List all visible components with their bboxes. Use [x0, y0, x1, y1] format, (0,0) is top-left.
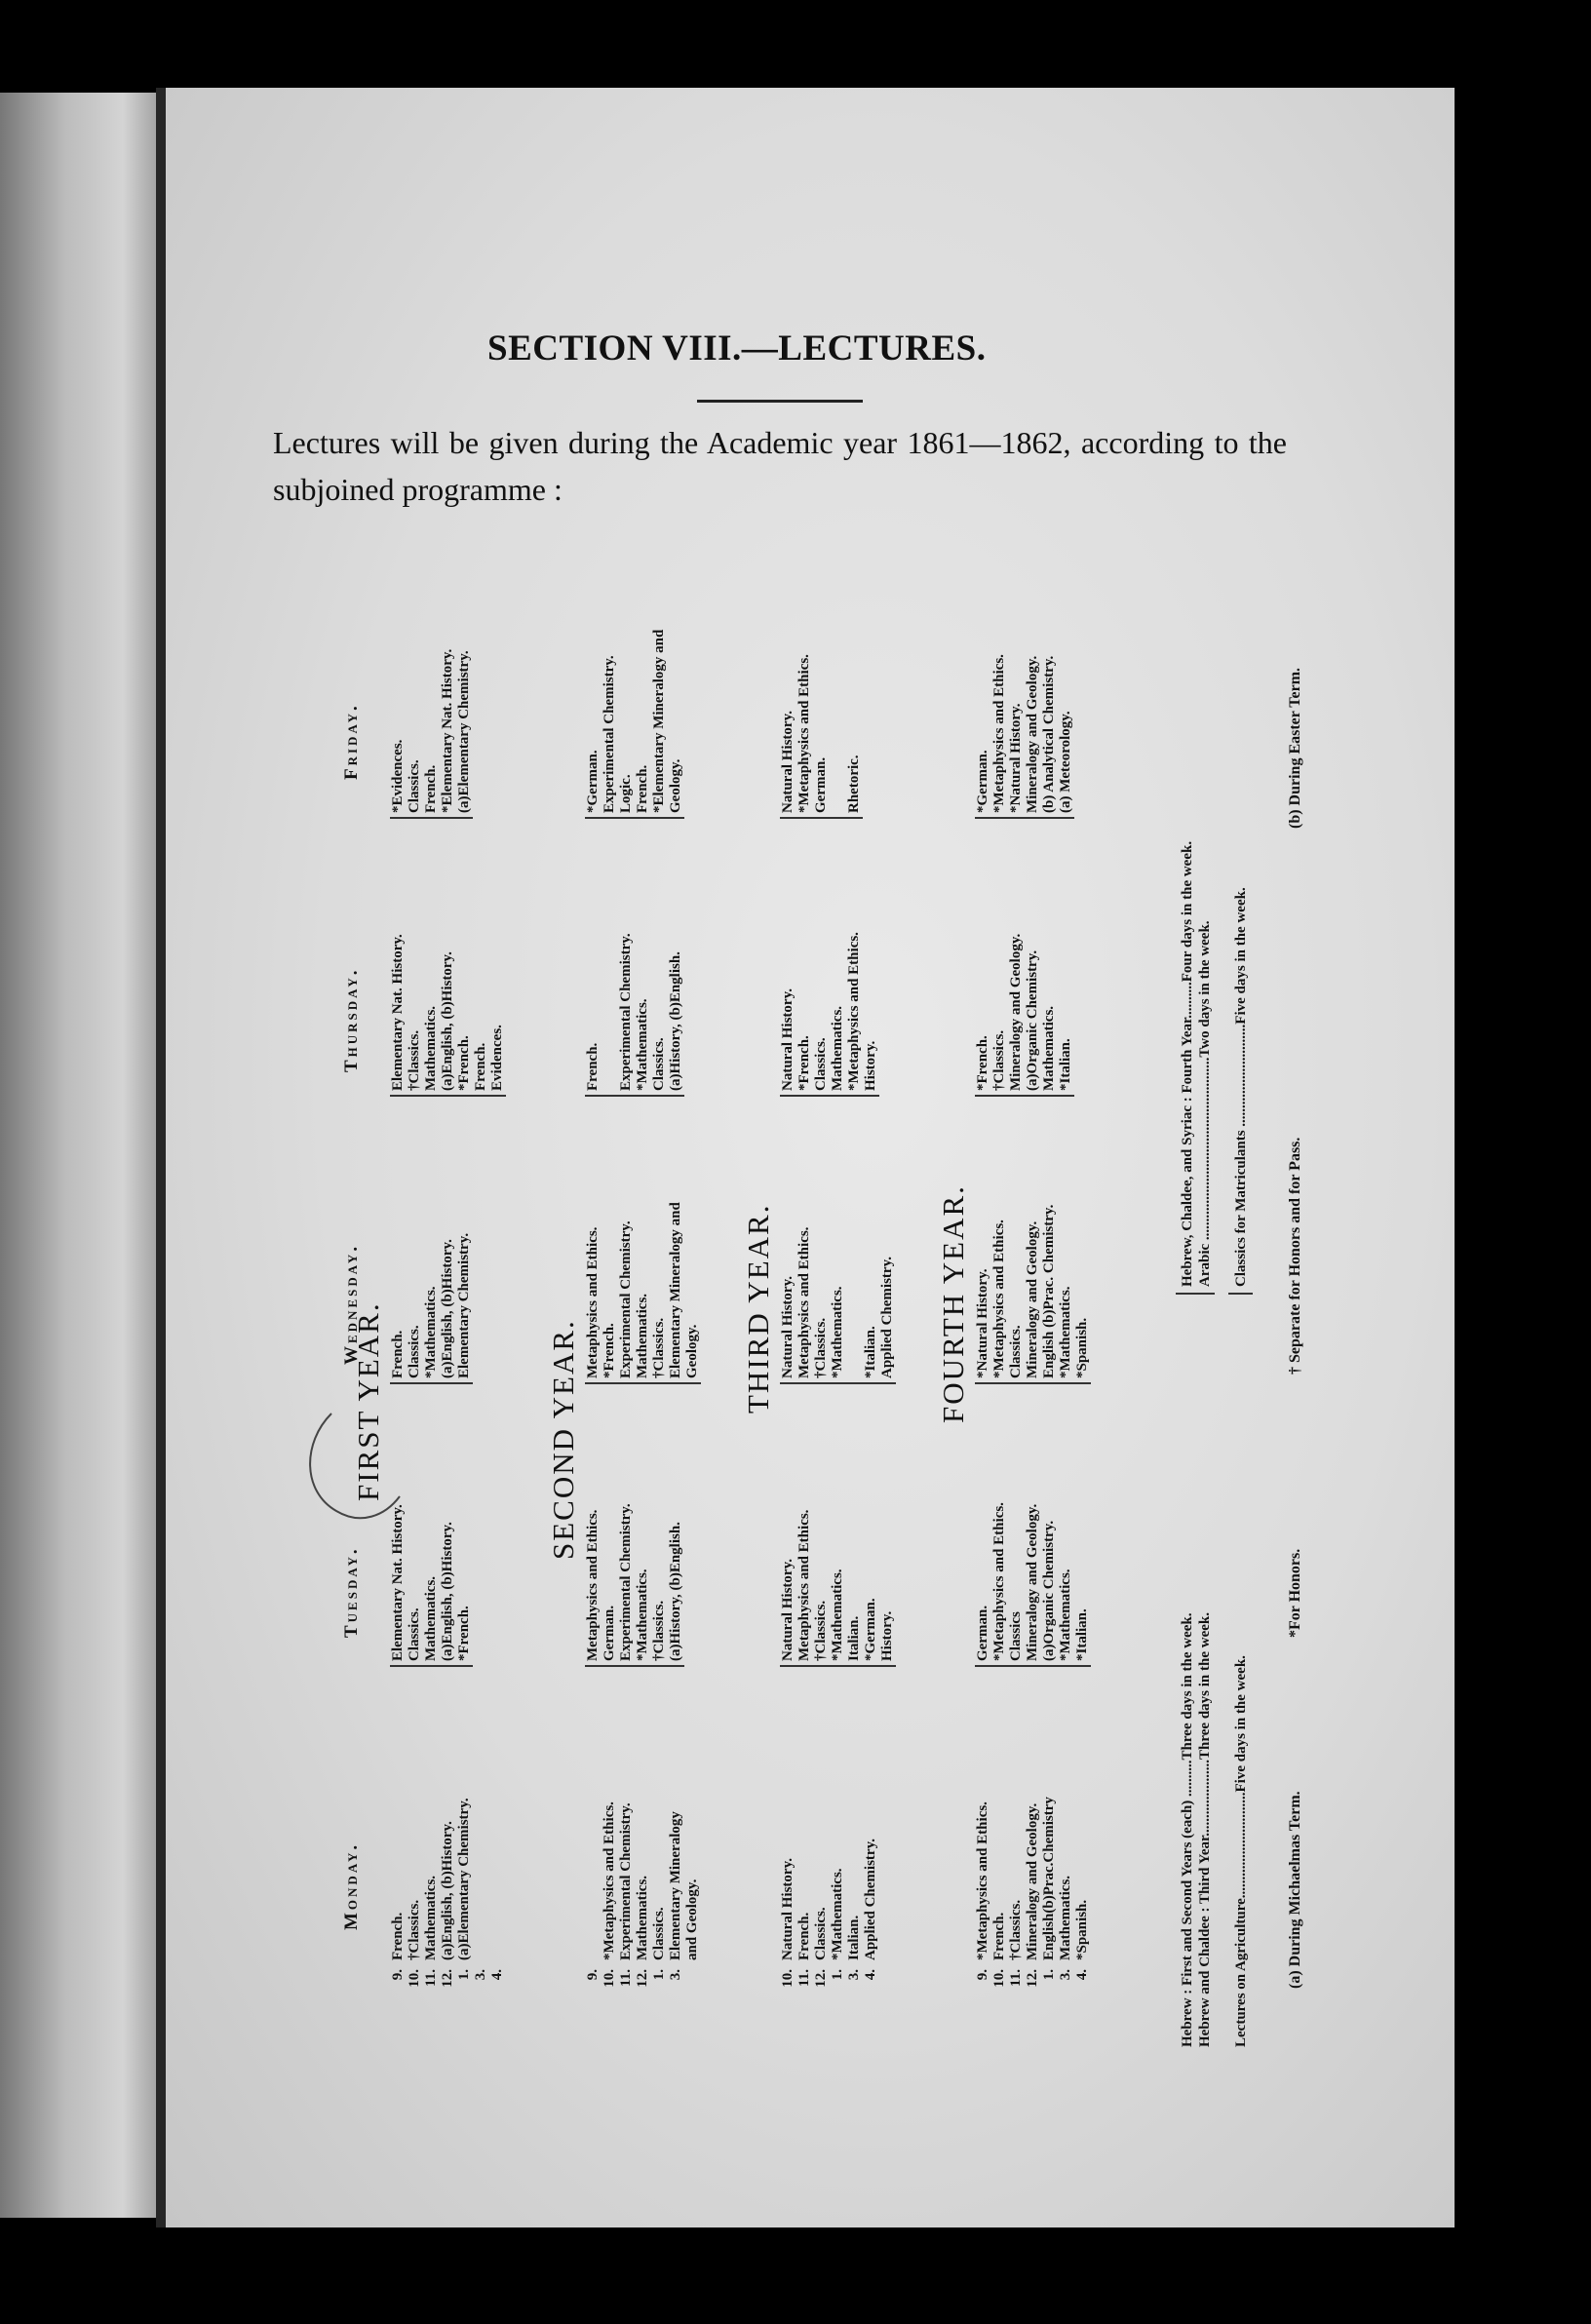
lecture-entry: *Mathematics. — [1058, 1569, 1073, 1661]
lecture-entry: Metaphysics and Ethics. — [585, 1509, 601, 1661]
lecture-entry — [473, 1798, 489, 1960]
cell-thursday — [390, 934, 506, 1097]
hour-label: 3. — [473, 1969, 488, 1981]
cell-friday — [975, 654, 1074, 819]
cell-thursday — [780, 932, 879, 1097]
lecture-entry: Mineralogy and Geology. — [1025, 1802, 1040, 1960]
lecture-entry: *German. — [975, 750, 990, 813]
lecture-entry: *Natural History. — [1008, 703, 1024, 813]
lecture-entry: Mathematics. — [635, 1875, 650, 1960]
hour-label: 3. — [668, 1969, 683, 1981]
lecture-entry: French. — [585, 1042, 601, 1091]
lecture-entry: *Metaphysics and Ethics. — [975, 1801, 990, 1960]
lecture-entry: Natural History. — [780, 1559, 796, 1661]
lecture-entry: *Spanish. — [1074, 1317, 1090, 1378]
lecture-entry: *French. — [601, 1323, 617, 1378]
lecture-entry: †Classics. — [1008, 1899, 1024, 1960]
lecture-entry: Metaphysics and Ethics. — [796, 1509, 812, 1661]
lecture-entry: Mathematics. — [635, 1293, 650, 1378]
note-separate: † Separate for Honors and for Pass. — [1287, 1137, 1303, 1375]
footer-hebrew-2: Hebrew and Chaldee : Third Year.....................Three days in the week. — [1197, 1612, 1213, 2047]
hour-label: 3. — [1058, 1969, 1073, 1981]
cell-tuesday — [780, 1510, 896, 1667]
lecture-entry: (a) Meteorology. — [1058, 711, 1073, 813]
footer-arabic: Arabic ..................................................Two days in the week. — [1197, 920, 1213, 1287]
lecture-entry: Classics. — [407, 1325, 422, 1378]
hour-label: 4. — [863, 1969, 878, 1981]
lecture-entry: French. — [390, 1330, 406, 1378]
lecture-entry: Mathematics. — [423, 1575, 439, 1661]
lecture-entry — [846, 1227, 863, 1378]
lecture-entry: Metaphysics and Ethics. — [585, 1226, 601, 1378]
hour-label: 9. — [585, 1969, 601, 1981]
lecture-entry: *Mathematics. — [1058, 1286, 1073, 1378]
lecture-entry: *Italian. — [1058, 1038, 1073, 1091]
year-heading: THIRD YEAR. — [741, 1203, 775, 1414]
lecture-entry — [585, 1801, 601, 1960]
hour-label: 9. — [390, 1969, 406, 1981]
lecture-entry: †Classics. — [991, 1029, 1007, 1091]
hour-label: 11. — [423, 1969, 439, 1987]
lecture-entry: *Mathematics. — [635, 998, 650, 1091]
lecture-hours — [390, 1969, 506, 2047]
section-title: SECTION VIII.—LECTURES. — [487, 329, 987, 368]
lecture-entry: †Classics. — [651, 1317, 667, 1378]
lecture-entry: English(b)Prac.Chemistry — [1041, 1797, 1057, 1960]
lecture-entry: Mathematics. — [1041, 1005, 1057, 1091]
left-page-edge — [0, 93, 164, 2218]
day-friday: Friday. — [341, 703, 362, 780]
day-wednesday: Wednesday. — [341, 1243, 362, 1365]
year-heading: SECOND YEAR. — [546, 1319, 580, 1560]
lecture-entry: Natural History. — [780, 1858, 796, 1960]
lecture-entry: Elementary Nat. History. — [390, 1504, 406, 1661]
cell-thursday — [975, 934, 1074, 1097]
lecture-entry: †Classics. — [813, 1600, 829, 1661]
lecture-entry: *Metaphysics and Ethics. — [846, 932, 862, 1091]
lecture-entry — [489, 1798, 506, 1960]
cell-friday — [780, 654, 863, 819]
lecture-entry: *Metaphysics and Ethics. — [991, 1220, 1007, 1378]
lecture-entry: (a)English, (b)History. — [440, 951, 455, 1091]
lecture-timetable — [322, 526, 1316, 2047]
intro-paragraph: Lectures will be given during the Academic year 1861—1862, according to the subjoined programme : — [273, 425, 1287, 507]
lecture-entry: †Classics. — [651, 1600, 667, 1661]
year-heading: FOURTH YEAR. — [936, 1184, 970, 1423]
hour-label: 11. — [796, 1969, 812, 1987]
day-headers — [341, 526, 380, 2047]
cell-thursday — [585, 933, 684, 1097]
cell-tuesday — [585, 1503, 684, 1667]
cell-monday — [780, 1839, 879, 1964]
footer-hebrew-1: Hebrew : First and Second Years (each) ..........Three days in the week. — [1180, 1612, 1195, 2047]
lecture-entry: Italian. — [846, 1915, 862, 1960]
hour-label: 10. — [407, 1969, 422, 1988]
lecture-entry: Mineralogy and Geology. — [1025, 655, 1040, 813]
cell-friday — [585, 630, 684, 819]
lecture-entry: *Metaphysics and Ethics. — [991, 654, 1007, 813]
lecture-entry: Elementary Mineralogy — [668, 1811, 683, 1960]
lecture-entry: History. — [863, 1040, 878, 1091]
lecture-entry: Elementary Chemistry. — [456, 1232, 472, 1378]
hour-label: 9. — [975, 1969, 990, 1981]
lecture-entry: Mineralogy and Geology. — [1025, 1220, 1040, 1378]
lecture-entry: (a)English, (b)History. — [440, 1522, 455, 1661]
lecture-entry: Elementary Nat. History. — [390, 934, 406, 1091]
footer-divider — [1176, 1293, 1215, 1295]
lecture-entry: *Mathematics. — [635, 1569, 650, 1661]
lecture-entry: Experimental Chemistry. — [601, 655, 617, 813]
lecture-entry: *German. — [585, 750, 601, 813]
hour-label: 12. — [635, 1969, 650, 1988]
lecture-entry: Evidences. — [489, 1025, 505, 1091]
day-tuesday: Tuesday. — [341, 1546, 362, 1638]
lecture-entry: German. — [601, 1605, 617, 1661]
lecture-entry: French. — [991, 1912, 1007, 1960]
lecture-entry: French. — [390, 1912, 406, 1960]
lecture-entry: *Metaphysics and Ethics. — [601, 1801, 617, 1960]
lecture-entry: *Mathematics. — [830, 1868, 845, 1960]
note-easter: (b) During Easter Term. — [1287, 667, 1303, 829]
lecture-entry: (a)Organic Chemistry. — [1025, 949, 1040, 1091]
lecture-entry: Geology. — [668, 758, 683, 813]
lecture-entry: (a)English, (b)History. — [440, 1239, 455, 1378]
hour-label: 12. — [813, 1969, 829, 1988]
lecture-entry: Metaphysics and Ethics. — [796, 1226, 812, 1378]
lecture-entry: †Classics. — [813, 1317, 829, 1378]
footer-agriculture: Lectures on Agriculture.............................Five days in the week. — [1233, 1655, 1249, 2047]
lecture-entry: *Natural History. — [975, 1268, 990, 1378]
footer-hebrew-3: Hebrew, Chaldee, and Syriac : Fourth Year..........Four days in the week. — [1180, 840, 1195, 1287]
lecture-entry: †Classics. — [407, 1899, 422, 1960]
lecture-entry: German. — [975, 1605, 990, 1661]
lecture-entry: History. — [879, 1610, 895, 1661]
cell-friday — [390, 649, 473, 819]
lecture-entry: *Mathematics. — [830, 1569, 845, 1661]
lecture-entry: *Italian. — [1074, 1608, 1090, 1661]
cell-monday — [975, 1797, 1091, 1964]
lecture-entry: *Metaphysics and Ethics. — [796, 654, 812, 813]
lecture-entry: Geology. — [684, 1324, 700, 1378]
hour-label: 10. — [780, 1969, 796, 1988]
lecture-entry: Natural History. — [780, 988, 796, 1091]
lecture-entry: (a)English, (b)History. — [440, 1821, 455, 1960]
lecture-entry: Mathematics. — [423, 1875, 439, 1960]
lecture-entry: (b) Analytical Chemistry. — [1041, 655, 1057, 813]
lecture-entry — [601, 933, 618, 1091]
lecture-entry: French. — [423, 764, 439, 813]
hour-label: 12. — [1025, 1969, 1040, 1988]
lecture-entry: (a)History, (b)English. — [668, 951, 683, 1091]
lecture-entry: Mathematics. — [423, 1005, 439, 1091]
lecture-entry: Experimental Chemistry. — [618, 1802, 634, 1960]
lecture-entry: Classics. — [1008, 1325, 1024, 1378]
hour-label: 1. — [651, 1969, 667, 1981]
footer-classics-matric: Classics for Matriculants ............................Five days in the week. — [1233, 887, 1249, 1287]
lecture-hours — [585, 1969, 684, 2047]
lecture-entry: Classics — [1008, 1611, 1024, 1661]
lecture-entry: (a)Organic Chemistry. — [1041, 1520, 1057, 1661]
lecture-entry: German. — [813, 756, 829, 813]
lecture-entry: Mineralogy and Geology. — [1025, 1503, 1040, 1661]
lecture-entry: Mathematics. — [830, 1005, 845, 1091]
lecture-entry: Experimental Chemistry. — [618, 1503, 634, 1661]
hour-label: 11. — [618, 1969, 634, 1987]
lecture-entry: Experimental Chemistry. — [618, 1220, 634, 1378]
lecture-entry: *German. — [863, 1598, 878, 1661]
hour-label: 1. — [456, 1969, 472, 1981]
hour-label: 10. — [601, 1969, 617, 1988]
lecture-entry: *Elementary Mineralogy and — [651, 629, 667, 813]
lecture-entry: Classics. — [407, 759, 422, 813]
hour-label: 1. — [1041, 1969, 1057, 1981]
lecture-entry: *French. — [456, 1606, 472, 1661]
cell-wednesday — [780, 1227, 896, 1384]
hour-label: 11. — [1008, 1969, 1024, 1987]
lecture-entry: *French. — [975, 1035, 990, 1091]
lecture-entry: Rhetoric. — [846, 755, 862, 813]
cell-wednesday — [390, 1233, 473, 1384]
lecture-entry: Classics. — [407, 1607, 422, 1661]
lecture-entry: Mineralogy and Geology. — [1008, 933, 1024, 1091]
lecture-entry: Classics. — [651, 1037, 667, 1091]
lecture-entry: (a)History, (b)English. — [668, 1522, 683, 1661]
lecture-entry: Mathematics. — [1058, 1875, 1073, 1960]
hour-label: 12. — [440, 1969, 455, 1988]
pencil-mark — [292, 1404, 429, 1540]
lecture-entry: French. — [635, 764, 650, 813]
lecture-entry: *Elementary Nat. History. — [440, 648, 455, 813]
lecture-entry: Italian. — [846, 1615, 862, 1661]
cell-monday — [585, 1801, 701, 1964]
lecture-entry: *Spanish. — [1074, 1899, 1090, 1960]
lecture-entry: Classics. — [813, 1907, 829, 1960]
hour-label: 4. — [1074, 1969, 1090, 1981]
lecture-entry: *Mathematics. — [423, 1286, 439, 1378]
lecture-hours — [780, 1969, 879, 2047]
cell-tuesday — [975, 1502, 1091, 1667]
lecture-entry: *Metaphysics and Ethics. — [991, 1502, 1007, 1661]
lecture-entry: *Evidences. — [390, 739, 406, 813]
lecture-entry: Classics. — [813, 1037, 829, 1091]
lecture-entry: †Classics. — [407, 1029, 422, 1091]
lecture-entry: *Italian. — [863, 1326, 878, 1378]
lecture-entry: French. — [473, 1042, 488, 1091]
lecture-entry: English (b)Prac. Chemistry. — [1041, 1204, 1057, 1378]
year-heading: FIRST YEAR. — [351, 1301, 385, 1501]
day-monday: Monday. — [341, 1841, 362, 1930]
title-rule — [697, 400, 863, 403]
lecture-entry: *Mathematics. — [830, 1286, 845, 1378]
hour-label: 3. — [846, 1969, 862, 1981]
note-honors: *For Honors. — [1287, 1548, 1303, 1638]
lecture-entry — [830, 654, 846, 813]
hour-label: 1. — [830, 1969, 845, 1981]
lecture-entry: Experimental Chemistry. — [618, 933, 634, 1091]
lecture-entry: Elementary Mineralogy and — [668, 1202, 683, 1378]
hour-label: 4. — [489, 1969, 505, 1981]
lecture-entry: *French. — [796, 1035, 812, 1091]
lecture-entry: French. — [796, 1912, 812, 1960]
note-michaelmas: (a) During Michaelmas Term. — [1287, 1791, 1303, 1989]
lecture-hours — [975, 1969, 1091, 2047]
cell-wednesday — [975, 1205, 1091, 1384]
lecture-entry: Applied Chemistry. — [863, 1838, 878, 1960]
hour-label: 10. — [991, 1969, 1007, 1988]
day-thursday: Thursday. — [341, 967, 362, 1072]
lecture-entry: Natural History. — [780, 1276, 796, 1378]
lecture-entry: Logic. — [618, 774, 634, 813]
lecture-entry: (a)Elementary Chemistry. — [456, 650, 472, 813]
lecture-entry: Applied Chemistry. — [879, 1256, 895, 1378]
cell-wednesday — [585, 1202, 701, 1384]
lecture-entry: (a)Elementary Chemistry. — [456, 1798, 472, 1960]
lecture-entry: and Geology. — [684, 1879, 700, 1960]
footer-divider-2 — [1228, 1293, 1253, 1295]
lecture-entry: Natural History. — [780, 711, 796, 813]
lecture-entry: *French. — [456, 1035, 472, 1091]
lecture-entry: Classics. — [651, 1907, 667, 1960]
cell-monday — [390, 1798, 506, 1964]
